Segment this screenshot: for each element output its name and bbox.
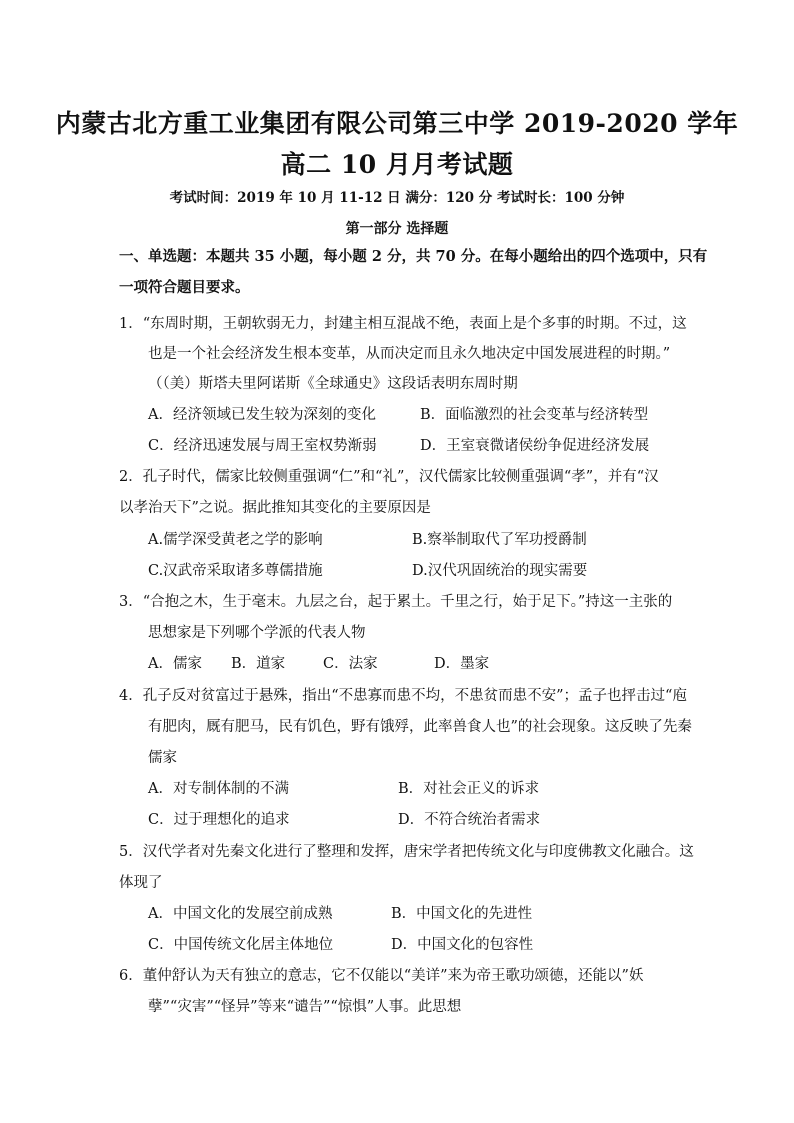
exam-title-line1: 内蒙古北方重工业集团有限公司第三中学 2019-2020 学年 bbox=[55, 109, 739, 138]
question-2-option-b: B.察举制取代了军功授爵制 bbox=[412, 532, 587, 548]
question-6-line2: 孽”“灾害”“怪异”等来“谴告”“惊惧”人事。此思想 bbox=[148, 999, 462, 1015]
question-4-line1: 4．孔子反对贫富过于悬殊，指出“不患寡而患不均，不患贫而患不安”；孟子也抨击过“庖 bbox=[119, 688, 687, 704]
question-1-line2: 也是一个社会经济发生根本变革，从而决定而且永久地决定中国发展进程的时期。” bbox=[148, 346, 671, 362]
question-5-option-d: D．中国文化的包容性 bbox=[391, 937, 534, 953]
question-1-option-b: B．面临激烈的社会变革与经济转型 bbox=[420, 407, 649, 423]
question-2-line2: 以孝治天下”之说。据此推知其变化的主要原因是 bbox=[119, 500, 431, 516]
question-4-option-d: D．不符合统治者需求 bbox=[398, 812, 541, 828]
question-5-option-a: A．中国文化的发展空前成熟 bbox=[148, 906, 333, 922]
question-4-option-b: B．对社会正义的诉求 bbox=[398, 781, 540, 797]
section-instruction-line2: 一项符合题目要求。 bbox=[119, 279, 250, 296]
question-4-option-c: C．过于理想化的追求 bbox=[148, 812, 290, 828]
question-2-line1: 2．孔子时代，儒家比较侧重强调“仁”和“礼”，汉代儒家比较侧重强调“孝”，并有“汉 bbox=[119, 469, 659, 485]
question-1-option-c: C．经济迅速发展与周王室权势渐弱 bbox=[148, 438, 377, 454]
question-5-line2: 体现了 bbox=[119, 875, 163, 891]
question-3-line2: 思想家是下列哪个学派的代表人物 bbox=[148, 625, 366, 641]
question-3-option-d: D．墨家 bbox=[434, 656, 490, 672]
question-5-line1: 5．汉代学者对先秦文化进行了整理和发挥，唐宋学者把传统文化与印度佛教文化融合。这 bbox=[119, 844, 694, 860]
question-1-option-d: D．王室衰微诸侯纷争促进经济发展 bbox=[420, 438, 650, 454]
question-2-option-a: A.儒学深受黄老之学的影响 bbox=[148, 532, 323, 548]
question-3-line1: 3．“合抱之木，生于毫末。九层之台，起于累土。千里之行，始于足下。”持这一主张的 bbox=[119, 594, 673, 610]
question-2-option-d: D.汉代巩固统治的现实需要 bbox=[412, 563, 588, 579]
question-2-option-c: C.汉武帝采取诸多尊儒措施 bbox=[148, 563, 323, 579]
exam-title-line2: 高二 10 月月考试题 bbox=[280, 150, 514, 179]
question-6-line1: 6．董仲舒认为天有独立的意志，它不仅能以“美详”来为帝王歌功颂德，还能以”妖 bbox=[119, 968, 644, 984]
question-3-option-a: A．儒家 bbox=[148, 656, 202, 672]
question-5-option-c: C．中国传统文化居主体地位 bbox=[148, 937, 334, 953]
question-3-option-b: B．道家 bbox=[231, 656, 286, 672]
part-title: 第一部分 选择题 bbox=[345, 221, 449, 237]
question-1-option-a: A．经济领域已发生较为深刻的变化 bbox=[148, 407, 376, 423]
question-1-line3: （（美）斯塔夫里阿诺斯《全球通史》这段话表明东周时期 bbox=[148, 376, 518, 392]
question-4-option-a: A．对专制体制的不满 bbox=[148, 781, 289, 797]
section-instruction-line1: 一、单选题：本题共 35 小题，每小题 2 分，共 70 分。在每小题给出的四个选项中，只有 bbox=[119, 248, 708, 265]
question-4-line2: 有肥肉，厩有肥马，民有饥色，野有饿殍，此率兽食人也”的社会现象。这反映了先秦 bbox=[148, 719, 692, 735]
exam-info: 考试时间：2019 年 10 月 11-12 日 满分：120 分 考试时长：100 分钟 bbox=[169, 190, 625, 206]
question-5-option-b: B．中国文化的先进性 bbox=[391, 906, 533, 922]
question-1-line1: 1．“东周时期，王朝软弱无力，封建主相互混战不绝，表面上是个多事的时期。不过，这 bbox=[119, 316, 687, 332]
question-4-line3: 儒家 bbox=[148, 750, 177, 766]
question-3-option-c: C．法家 bbox=[323, 656, 378, 672]
